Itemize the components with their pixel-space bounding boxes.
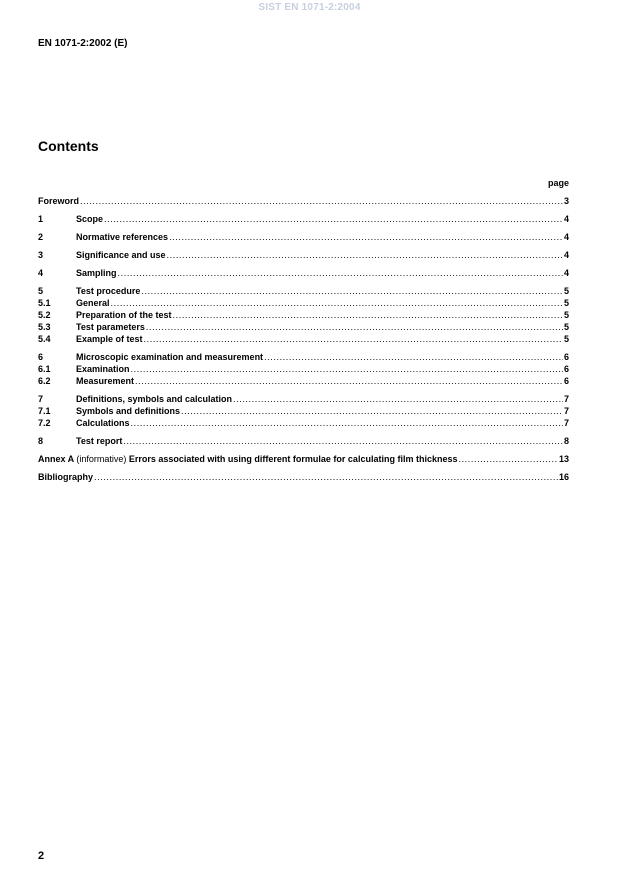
toc-entry-number: 5.2 xyxy=(38,310,51,320)
toc-entry-5-3[interactable] xyxy=(38,321,569,333)
toc-entry-title: Measurement xyxy=(76,376,135,386)
toc-entry-page: 13 xyxy=(558,454,569,464)
toc-entry-title xyxy=(38,453,457,465)
dot-leader xyxy=(118,267,563,279)
toc-entry-number: 7.2 xyxy=(38,418,51,428)
toc-entry-page: 5 xyxy=(563,334,569,344)
page-number: 2 xyxy=(38,850,45,862)
toc-entry-number: 5.3 xyxy=(38,322,51,332)
dot-leader xyxy=(146,321,563,333)
toc-entry-1[interactable] xyxy=(38,213,569,225)
dot-leader xyxy=(173,309,563,321)
toc-entry-page: 5 xyxy=(563,298,569,308)
toc-entry-title: Symbols and definitions xyxy=(76,406,181,416)
dot-leader xyxy=(144,333,563,345)
toc-entry-number: 5.4 xyxy=(38,334,51,344)
dot-leader xyxy=(264,351,563,363)
toc-entry-5-2[interactable] xyxy=(38,309,569,321)
dot-leader xyxy=(135,375,563,387)
dot-leader xyxy=(458,453,558,465)
toc-entry-number: 3 xyxy=(38,250,44,260)
toc-entry-page: 8 xyxy=(563,436,569,446)
toc-entry-page: 4 xyxy=(563,268,569,278)
toc-entry-title: Bibliography xyxy=(38,472,94,482)
toc-entry-title: Calculations xyxy=(76,418,130,428)
toc-entry-title: Examination xyxy=(76,364,130,374)
dot-leader xyxy=(123,435,563,447)
toc-entry-number: 1 xyxy=(38,214,44,224)
toc-entry-number: 7.1 xyxy=(38,406,51,416)
dot-leader xyxy=(167,249,563,261)
toc-entry-title: Test report xyxy=(76,436,123,446)
toc-entry-title: Preparation of the test xyxy=(76,310,172,320)
dot-leader xyxy=(111,297,563,309)
dot-leader xyxy=(181,405,563,417)
dot-leader xyxy=(94,471,558,483)
toc-entry-title: Definitions, symbols and calculation xyxy=(76,394,233,404)
toc-entry-title: General xyxy=(76,298,110,308)
annex-label: Annex A xyxy=(38,454,74,464)
toc-entry-page: 4 xyxy=(563,232,569,242)
toc-entry-page: 6 xyxy=(563,376,569,386)
toc-entry-2[interactable] xyxy=(38,231,569,243)
dot-leader xyxy=(233,393,563,405)
toc-entry-number: 5.1 xyxy=(38,298,51,308)
toc-entry-number: 5 xyxy=(38,286,44,296)
toc-entry-3[interactable] xyxy=(38,249,569,261)
toc-entry-number: 8 xyxy=(38,436,44,446)
toc-entry-page: 7 xyxy=(563,394,569,404)
toc-entry-page: 7 xyxy=(563,418,569,428)
toc-entry-page: 3 xyxy=(563,196,569,206)
toc-entry-number: 6.2 xyxy=(38,376,51,386)
toc-entry-6-1[interactable] xyxy=(38,363,569,375)
toc-entry-title: Microscopic examination and measurement xyxy=(76,352,264,362)
toc-entry-page: 5 xyxy=(563,286,569,296)
table-of-contents xyxy=(38,195,569,483)
toc-entry-title: Test parameters xyxy=(76,322,145,332)
toc-entry-8[interactable] xyxy=(38,435,569,447)
toc-entry-7-2[interactable] xyxy=(38,417,569,429)
toc-entry-bibliography[interactable] xyxy=(38,471,569,483)
toc-entry-6[interactable] xyxy=(38,351,569,363)
toc-entry-number: 6 xyxy=(38,352,44,362)
toc-entry-number: 2 xyxy=(38,232,44,242)
dot-leader xyxy=(169,231,563,243)
toc-entry-7-1[interactable] xyxy=(38,405,569,417)
toc-entry-title: Sampling xyxy=(76,268,117,278)
page-column-label: page xyxy=(547,178,569,188)
toc-entry-7[interactable] xyxy=(38,393,569,405)
toc-entry-page: 4 xyxy=(563,250,569,260)
toc-entry-page: 4 xyxy=(563,214,569,224)
toc-entry-title: Test procedure xyxy=(76,286,141,296)
toc-entry-page: 5 xyxy=(563,322,569,332)
toc-entry-title: Foreword xyxy=(38,196,80,206)
toc-entry-page: 5 xyxy=(563,310,569,320)
toc-entry-title: Scope xyxy=(76,214,104,224)
toc-entry-number: 6.1 xyxy=(38,364,51,374)
dot-leader xyxy=(131,363,563,375)
annex-title: Errors associated with using different formulae for calculating film thickness xyxy=(128,454,458,464)
page-title: Contents xyxy=(38,138,99,154)
annex-qualifier: (informative) xyxy=(76,454,127,464)
toc-entry-title: Example of test xyxy=(76,334,143,344)
toc-entry-number: 4 xyxy=(38,268,44,278)
document-id: EN 1071-2:2002 (E) xyxy=(38,38,128,49)
toc-entry-page: 6 xyxy=(563,364,569,374)
toc-entry-annex-a[interactable] xyxy=(38,453,569,465)
dot-leader xyxy=(80,195,563,207)
toc-entry-5-4[interactable] xyxy=(38,333,569,345)
toc-entry-page: 7 xyxy=(563,406,569,416)
toc-entry-page: 6 xyxy=(563,352,569,362)
toc-entry-6-2[interactable] xyxy=(38,375,569,387)
toc-entry-page: 16 xyxy=(558,472,569,482)
dot-leader xyxy=(131,417,563,429)
toc-entry-title: Significance and use xyxy=(76,250,166,260)
toc-entry-4[interactable] xyxy=(38,267,569,279)
toc-entry-5-1[interactable] xyxy=(38,297,569,309)
dot-leader xyxy=(141,285,563,297)
toc-entry-5[interactable] xyxy=(38,285,569,297)
toc-entry-foreword[interactable] xyxy=(38,195,569,207)
dot-leader xyxy=(104,213,563,225)
watermark: SIST EN 1071-2:2004 xyxy=(258,2,361,13)
toc-entry-number: 7 xyxy=(38,394,44,404)
toc-entry-title: Normative references xyxy=(76,232,169,242)
